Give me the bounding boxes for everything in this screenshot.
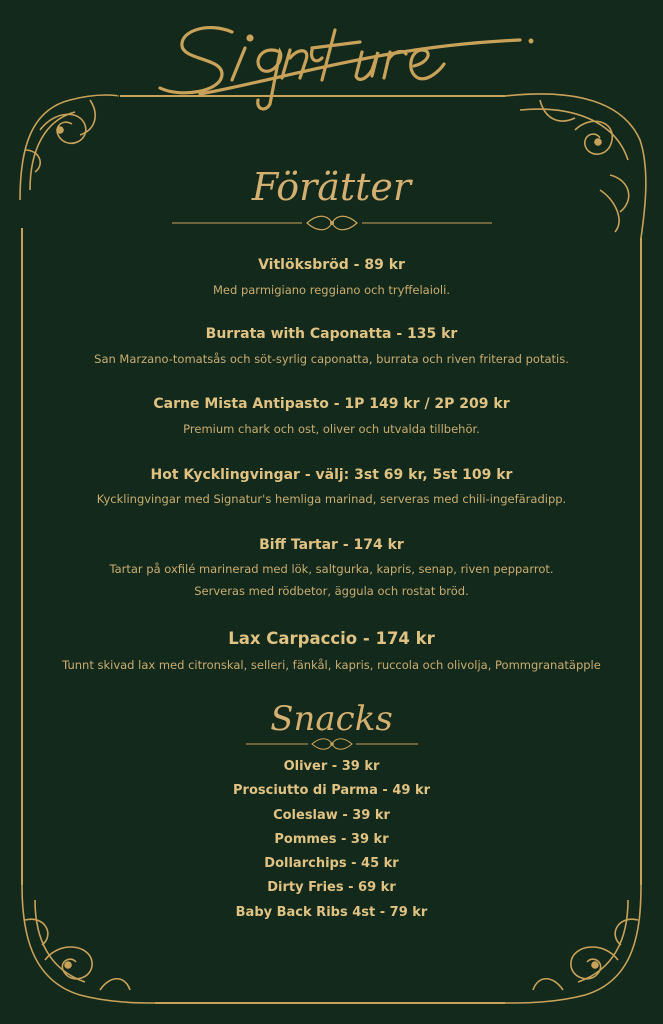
menu-item-description: Serveras med rödbetor, äggula och rostat bröd. (194, 584, 469, 598)
menu-item-description: Med parmigiano reggiano och tryffelaioli. (213, 283, 450, 297)
menu-item-name: Carne Mista Antipasto - 1P 149 kr / 2P 209 kr (153, 396, 510, 412)
menu-item-name: Hot Kycklingvingar - välj: 3st 69 kr, 5st 109 kr (150, 467, 513, 483)
corner-ornament-bottom-right (505, 885, 641, 1003)
corner-ornament-top-right (505, 94, 646, 238)
snack-item: Pommes - 39 kr (274, 832, 389, 847)
snack-item: Dirty Fries - 69 kr (267, 880, 396, 895)
section-title-starters: Förätter (251, 165, 412, 209)
snack-item: Prosciutto di Parma - 49 kr (233, 783, 430, 798)
corner-ornament-bottom-left (22, 885, 155, 1003)
section-divider-snacks (246, 736, 418, 752)
menu-item-name: Lax Carpaccio - 174 kr (228, 629, 435, 648)
snack-item: Baby Back Ribs 4st - 79 kr (235, 905, 428, 920)
menu-item-description: Tartar på oxfilé marinerad med lök, saltgurka, kapris, senap, riven pepparrot. (109, 562, 554, 576)
menu-item-description: Kycklingvingar med Signatur's hemliga marinad, serveras med chili-ingefäradipp. (96, 492, 567, 506)
menu-item-name: Burrata with Caponatta - 135 kr (205, 326, 458, 342)
menu-item-name: Biff Tartar - 174 kr (259, 537, 404, 553)
menu-item-description: Tunnt skivad lax med citronskal, selleri, fänkål, kapris, ruccola och olivolja, Pommgranatäpple (62, 658, 601, 672)
snack-item: Oliver - 39 kr (283, 759, 380, 774)
snack-item: Dollarchips - 45 kr (264, 856, 399, 871)
menu-item-name: Vitlöksbröd - 89 kr (258, 257, 405, 273)
section-divider-starters (172, 214, 492, 232)
menu-item-description: Premium chark och ost, oliver och utvalda tillbehör. (183, 422, 480, 436)
logo (160, 10, 540, 114)
snack-item: Coleslaw - 39 kr (273, 808, 390, 823)
section-title-snacks: Snacks (270, 699, 393, 739)
menu-item-description: San Marzano-tomatsås och söt-syrlig caponatta, burrata och riven friterad potatis. (94, 352, 569, 366)
